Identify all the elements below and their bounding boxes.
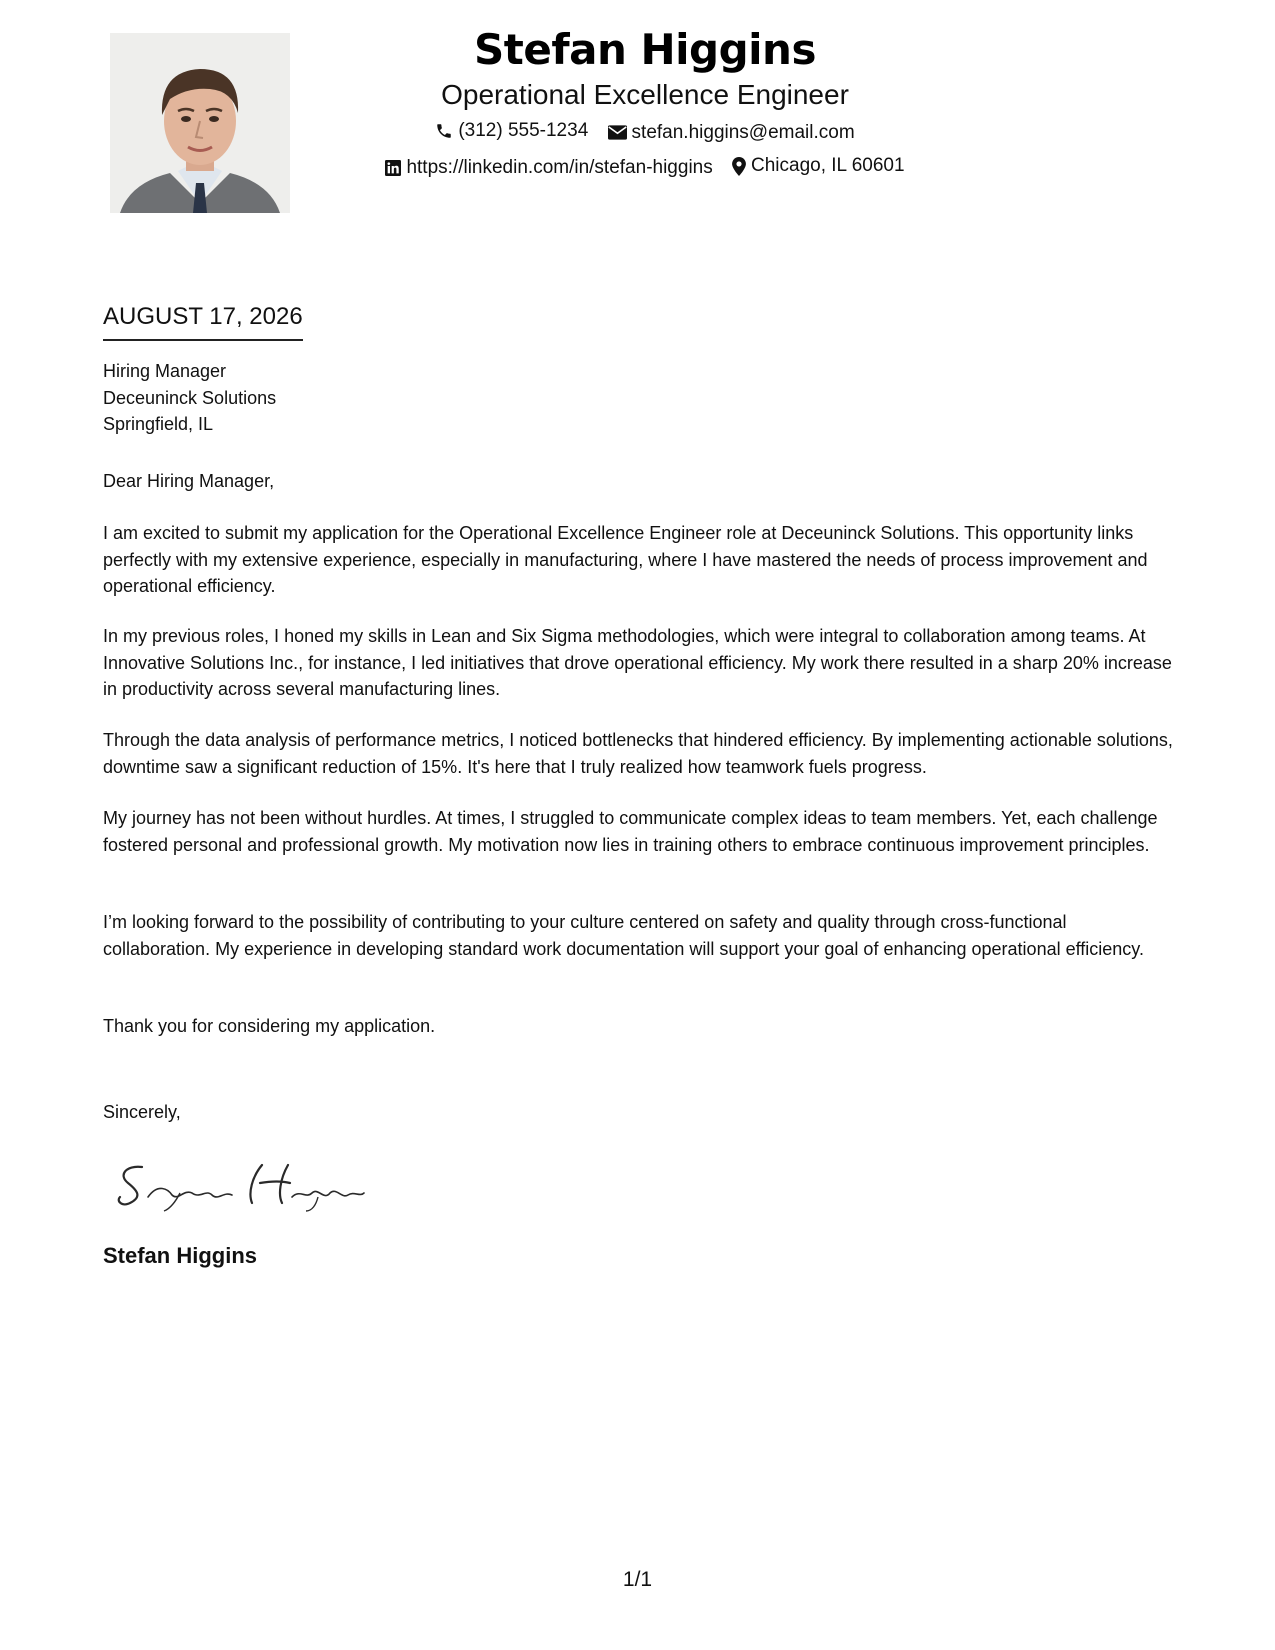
location-contact [732, 154, 905, 178]
envelope-icon [608, 125, 627, 140]
candidate-name: Stefan Higgins [474, 25, 816, 74]
profile-photo [110, 33, 290, 213]
signed-name: Stefan Higgins [103, 1243, 258, 1268]
recipient-line: Deceuninck Solutions [103, 387, 277, 408]
recipient-address [103, 358, 1178, 438]
email-contact[interactable] [608, 121, 855, 145]
phone-text: (312) 555-1234 [458, 120, 589, 141]
body-paragraph: Thank you for considering my application. [103, 1016, 436, 1036]
map-pin-icon [732, 157, 746, 176]
linkedin-text[interactable]: https://linkedin.com/in/stefan-higgins [406, 156, 713, 178]
body-paragraph: I am excited to submit my application for the Operational Excellence Engineer role at Deceuninck Solutions. This opportunity links perfectly with my extensive experience, especially in manufacturing, where I have mastered the needs of process improvement and operational efficiency. [103, 523, 1148, 596]
phone-icon [435, 122, 453, 140]
body-paragraph: In my previous roles, I honed my skills in Lean and Six Sigma methodologies, which were integral to collaboration among teams. At Innovative Solutions Inc., for instance, I led initiatives that drove operational efficiency. My work there resulted in a sharp 20% increase in productivity across several manufacturing lines. [103, 626, 1172, 699]
phone-contact [435, 119, 588, 143]
closing: Sincerely, [103, 1102, 181, 1122]
contact-line-1 [290, 119, 1000, 147]
body-paragraph: Through the data analysis of performance metrics, I noticed bottlenecks that hindered efficiency. By implementing actionable solutions, downtime saw a significant reduction of 15%. It's here that I truly realized how teamwork fuels progress. [103, 730, 1173, 777]
page-number: 1/1 [622, 1568, 653, 1591]
letter-date-block [103, 301, 303, 341]
body-paragraph: My journey has not been without hurdles. At times, I struggled to communicate complex ideas to team members. Yet, each challenge fostered personal and professional growth. My motivation now lies in training others to embrace continuous improvement principles. [103, 808, 1158, 855]
salutation: Dear Hiring Manager, [103, 471, 275, 491]
recipient-line: Hiring Manager [103, 361, 227, 381]
recipient-line: Springfield, IL [103, 414, 214, 434]
linkedin-icon [385, 160, 401, 176]
body-paragraph: I’m looking forward to the possibility of contributing to your culture centered on safety and quality through cross-functional collaboration. My experience in developing standard work documentation will support your goal of enhancing operational efficiency. [103, 912, 1144, 959]
letter-header [290, 22, 1000, 183]
linkedin-contact[interactable] [385, 156, 712, 180]
email-text[interactable]: stefan.higgins@email.com [631, 121, 855, 143]
handwritten-signature [112, 1153, 372, 1213]
letter-date: AUGUST 17, 2026 [103, 301, 303, 341]
candidate-title: Operational Excellence Engineer [441, 79, 849, 110]
contact-line-2 [290, 154, 1000, 183]
location-text: Chicago, IL 60601 [751, 155, 905, 176]
